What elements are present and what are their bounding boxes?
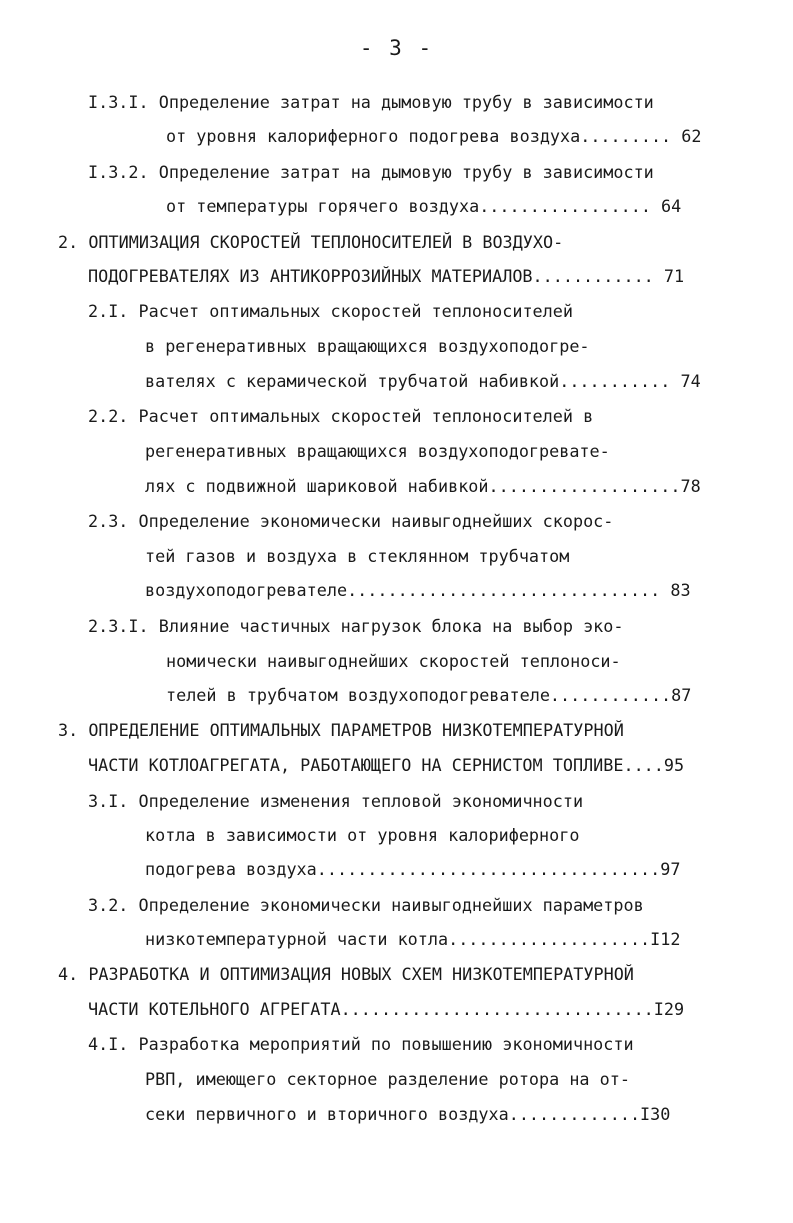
toc-entry-3-1-line-2: котла в зависимости от уровня калориферного xyxy=(145,825,580,845)
toc-entry-2-3-1-line-2: номически наивыгоднейших скоростей теплоноси- xyxy=(166,651,621,671)
toc-entry-4-1-line-1: 4.I. Разработка мероприятий по повышению экономичности xyxy=(88,1034,634,1054)
toc-entry-2-3-1-line-3: телей в трубчатом воздухоподогревателе............87 xyxy=(166,685,692,705)
toc-entry-2-3-line-1: 2.3. Определение экономически наивыгоднейших скорос- xyxy=(88,511,614,531)
toc-entry-2-2-line-3: лях с подвижной шариковой набивкой...................78 xyxy=(145,476,701,496)
toc-chapter-2-line-2: ПОДОГРЕВАТЕЛЯХ ИЗ АНТИКОРРОЗИЙНЫХ МАТЕРИАЛОВ............ 71 xyxy=(88,266,685,286)
toc-chapter-2-line-1: 2. ОПТИМИЗАЦИЯ СКОРОСТЕЙ ТЕПЛОНОСИТЕЛЕЙ В ВОЗДУХО- xyxy=(58,232,564,252)
toc-entry-2-line-1: I.3.2. Определение затрат на дымовую трубу в зависимости xyxy=(88,162,654,182)
toc-entry-1-line-2: от уровня калориферного подогрева воздуха......... 62 xyxy=(166,126,702,146)
toc-entry-3-1-line-3: подогрева воздуха..................................97 xyxy=(145,859,681,879)
toc-entry-1-line-1: I.3.I. Определение затрат на дымовую трубу в зависимости xyxy=(88,92,654,112)
toc-entry-2-3-1-number: 2.3.I. xyxy=(88,616,149,636)
toc-entry-3-2-line-2: низкотемпературной части котла....................I12 xyxy=(145,929,681,949)
toc-entry-2-2-line-2: регенеративных вращающихся воздухоподогревате- xyxy=(145,441,610,461)
toc-entry-2-2-line-1: 2.2. Расчет оптимальных скоростей теплоносителей в xyxy=(88,406,594,426)
toc-entry-2-1-line-3: вателях с керамической трубчатой набивкой........... 74 xyxy=(145,371,701,391)
toc-entry-2-number: I.3.2. xyxy=(88,162,149,182)
page-number: - 3 - xyxy=(359,36,434,60)
toc-entry-4-1-line-3: секи первичного и вторичного воздуха.............I30 xyxy=(145,1104,671,1124)
toc-entry-4-1-number: 4.I. xyxy=(88,1034,129,1054)
toc-entry-2-3-number: 2.3. xyxy=(88,511,129,531)
toc-chapter-4-line-1: 4. РАЗРАБОТКА И ОПТИМИЗАЦИЯ НОВЫХ СХЕМ НИЗКОТЕМПЕРАТУРНОЙ xyxy=(58,964,634,984)
toc-entry-2-3-1-line-1: 2.3.I. Влияние частичных нагрузок блока на выбор эко- xyxy=(88,616,624,636)
toc-entry-3-1-line-1: 3.I. Определение изменения тепловой экономичности xyxy=(88,791,584,811)
toc-entry-3-2-number: 3.2. xyxy=(88,895,129,915)
toc-entry-4-1-line-2: РВП, имеющего секторное разделение ротора на от- xyxy=(145,1069,630,1089)
toc-entry-2-3-line-2: тей газов и воздуха в стеклянном трубчатом xyxy=(145,546,570,566)
toc-entry-2-1-line-1: 2.I. Расчет оптимальных скоростей теплоносителей xyxy=(88,301,573,321)
toc-entry-2-1-line-2: в регенеративных вращающихся воздухоподогре- xyxy=(145,336,590,356)
toc-entry-3-2-line-1: 3.2. Определение экономически наивыгоднейших параметров xyxy=(88,895,644,915)
toc-entry-3-1-number: 3.I. xyxy=(88,791,129,811)
toc-entry-2-1-number: 2.I. xyxy=(88,301,129,321)
toc-chapter-2-number: 2. xyxy=(58,232,79,252)
toc-entry-2-2-number: 2.2. xyxy=(88,406,129,426)
toc-entry-2-line-2: от температуры горячего воздуха................. 64 xyxy=(166,196,682,216)
toc-chapter-3-number: 3. xyxy=(58,720,79,740)
toc-chapter-4-line-2: ЧАСТИ КОТЕЛЬНОГО АГРЕГАТА...............................I29 xyxy=(88,999,685,1019)
toc-chapter-3-line-1: 3. ОПРЕДЕЛЕНИЕ ОПТИМАЛЬНЫХ ПАРАМЕТРОВ НИЗКОТЕМПЕРАТУРНОЙ xyxy=(58,720,624,740)
toc-chapter-3-line-2: ЧАСТИ КОТЛОАГРЕГАТА, РАБОТАЮЩЕГО НА СЕРНИСТОМ ТОПЛИВЕ....95 xyxy=(88,755,685,775)
toc-chapter-4-number: 4. xyxy=(58,964,79,984)
toc-entry-1-number: I.3.I. xyxy=(88,92,149,112)
toc-entry-2-3-line-3: воздухоподогревателе............................... 83 xyxy=(145,580,691,600)
